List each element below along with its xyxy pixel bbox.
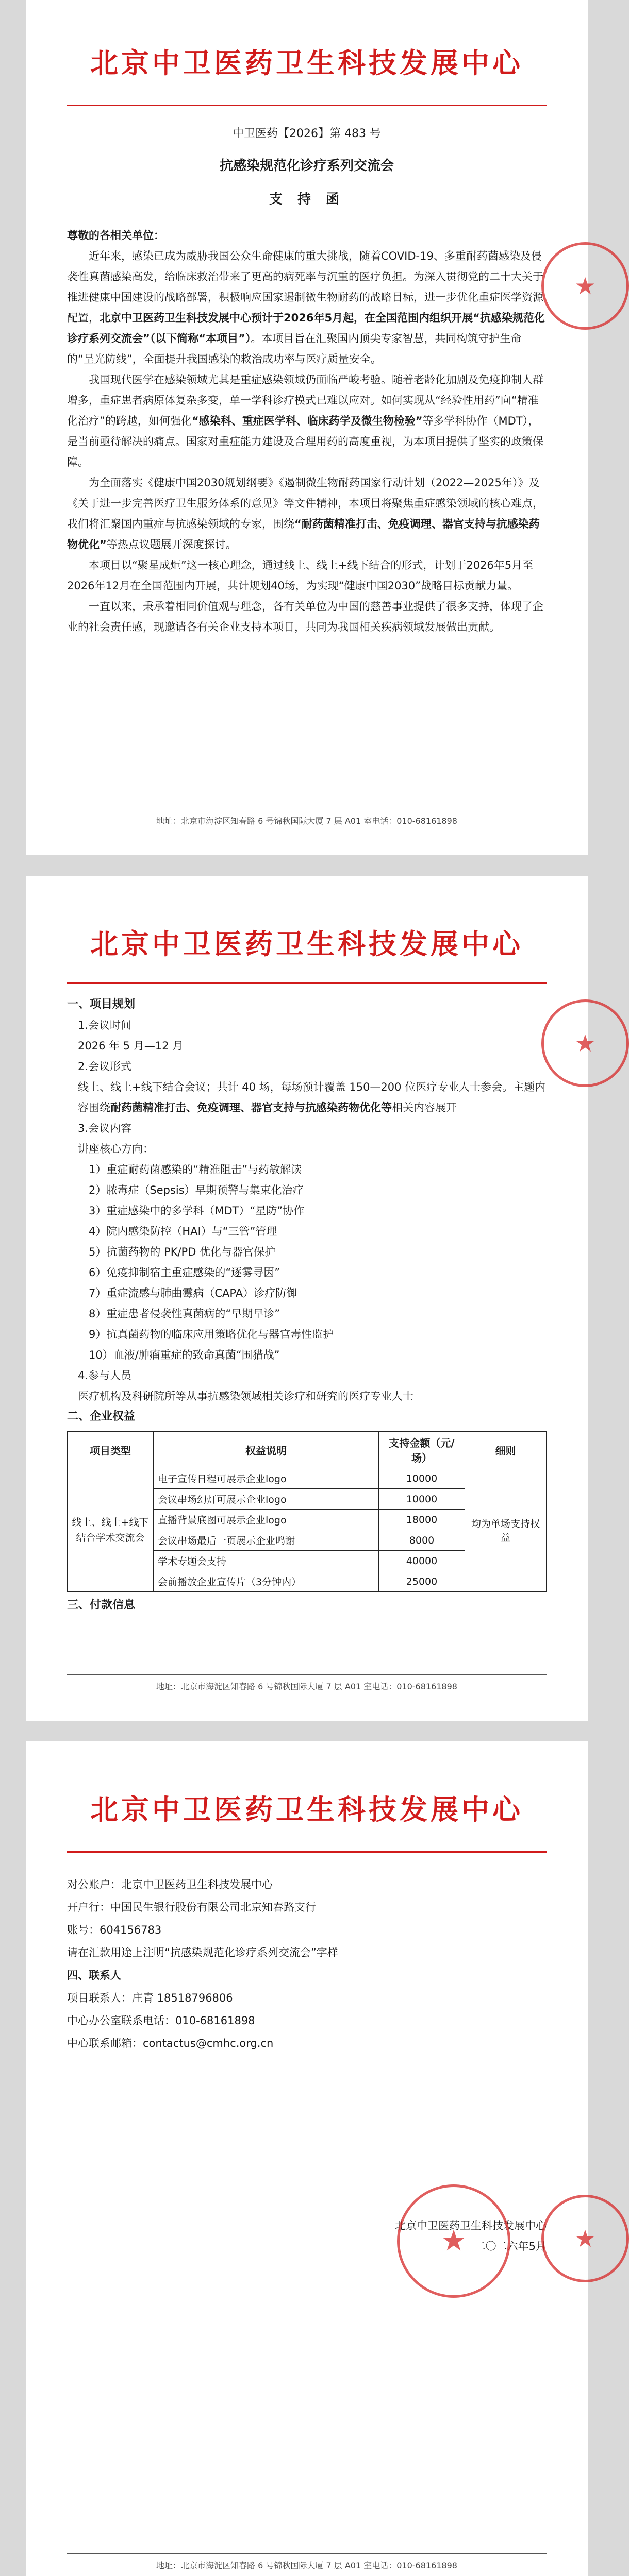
signature-date: 二〇二六年5月 — [474, 2240, 547, 2252]
content-intro: 讲座核心方向： — [78, 1143, 154, 1155]
contact-person: 项目联系人：庄青 18518796806 — [67, 1992, 233, 2004]
official-seal-edge — [541, 242, 629, 330]
rights-desc-cell: 会前播放企业宣传片（3分钟内） — [154, 1571, 379, 1592]
paragraph-4: 本项目以“聚星成炬”这一核心理念，通过线上、线上+线下结合的形式，计划于2026年5月至2026年12月在全国范围内开展，共计规划40场，为实现“健康中国2030”战略目标贡献力量。 — [67, 559, 534, 592]
table-header-cell: 支持金额（元/场） — [379, 1432, 465, 1468]
topic-item: 4）院内感染防控（HAI）与“三管”管理 — [89, 1225, 277, 1238]
amount-cell: 10000 — [379, 1489, 465, 1510]
plan-item: 4.参与人员 — [78, 1369, 132, 1382]
amount-cell: 10000 — [379, 1468, 465, 1489]
document-title: 抗感染规范化诊疗系列交流会 — [219, 158, 394, 174]
account-name: 对公账户：北京中卫医药卫生科技发展中心 — [67, 1878, 273, 1891]
paragraph-2: 我国现代医学在感染领域尤其是重症感染领域仍面临严峻考验。随着老龄化加剧及免疫抑制人群增多，重症患者病原体复杂多变，单一学科诊疗模式已难以应对。如何实现从“经验性用药”向“精准化治疗”的跨越，如何强化“感染科、重症医学科、临床药学及微生物检验”等多学科协作（MDT），是当前亟待解决的痛点。国家对重症能力建设及合理用药的高度重视，为本项目提供了坚实的政策保障。 — [67, 374, 543, 468]
letterhead-title: 北京中卫医药卫生科技发展中心 — [90, 927, 523, 960]
topic-item: 6）免疫抑制宿主重症感染的“逐雾寻因” — [89, 1266, 280, 1279]
table-header-row — [68, 1432, 547, 1468]
project-plan — [67, 994, 547, 1427]
topic-item: 8）重症患者侵袭性真菌病的“早期早诊” — [89, 1308, 280, 1320]
table-header-cell: 权益说明 — [154, 1432, 379, 1468]
section-heading: 一、项目规划 — [67, 998, 136, 1011]
rights-table — [67, 1431, 547, 1592]
letterhead-divider — [67, 1851, 547, 1853]
section-heading: 四、联系人 — [67, 1969, 121, 1981]
office-phone: 中心办公室联系电话：010-68161898 — [67, 2014, 255, 2027]
official-seal-edge — [541, 2195, 629, 2282]
topic-item: 3）重症感染中的多学科（MDT）“星防”协作 — [89, 1205, 305, 1217]
topic-item: 1）重症耐药菌感染的“精准阻击”与药敏解读 — [89, 1163, 302, 1176]
letter-page-3 — [26, 1741, 596, 2576]
rights-desc-cell: 直播背景底图可展示企业logo — [154, 1510, 379, 1530]
payment-section — [67, 1595, 547, 1616]
page-footer: 地址：北京市海淀区知春路 6 号锦秋国际大厦 7 层 A01 室电话：010-68161898 — [67, 809, 547, 826]
page-footer: 地址：北京市海淀区知春路 6 号锦秋国际大厦 7 层 A01 室电话：010-68161898 — [67, 1674, 547, 1692]
rights-desc-cell: 学术专题会支持 — [154, 1551, 379, 1571]
letterhead-title: 北京中卫医药卫生科技发展中心 — [90, 1793, 523, 1826]
seal-star-icon: ★ — [574, 272, 596, 300]
amount-cell: 8000 — [379, 1530, 465, 1551]
rights-desc-cell: 会议串场幻灯可展示企业logo — [154, 1489, 379, 1510]
table-header-cell: 项目类型 — [68, 1432, 154, 1468]
seal-star-icon: ★ — [440, 2224, 467, 2258]
rights-desc-cell: 电子宣传日程可展示企业logo — [154, 1468, 379, 1489]
topic-item: 10）血液/肿瘤重症的致命真菌“围猎战” — [89, 1349, 280, 1361]
amount-cell: 25000 — [379, 1571, 465, 1592]
topic-item: 2）脓毒症（Sepsis）早期预警与集束化治疗 — [89, 1184, 304, 1196]
topic-item: 5）抗菌药物的 PK/PD 优化与器官保护 — [89, 1246, 276, 1258]
account-number: 账号：604156783 — [67, 1924, 162, 1936]
table-header-cell: 细则 — [465, 1432, 547, 1468]
seal-star-icon: ★ — [574, 1029, 596, 1057]
amount-cell: 40000 — [379, 1551, 465, 1571]
topic-item: 9）抗真菌药物的临床应用策略优化与器官毒性监护 — [89, 1328, 334, 1341]
salutation: 尊敬的各相关单位： — [67, 229, 164, 242]
bank-name: 开户行：中国民生银行股份有限公司北京知春路支行 — [67, 1901, 316, 1913]
remittance-note: 请在汇款用途上注明“抗感染规范化诊疗系列交流会”字样 — [67, 1946, 338, 1959]
official-seal — [397, 2184, 510, 2298]
detail-cell: 均为单场支持权益 — [465, 1468, 547, 1592]
format-description: 线上、线上+线下结合会议；共计 40 场，每场预计覆盖 150—200 位医疗专业人士参会。主题内容围绕耐药菌精准打击、免疫调理、器官支持与抗感染药物优化等相关内容展开 — [78, 1081, 546, 1114]
document-number: 中卫医药【2026】第 483 号 — [233, 127, 381, 140]
paragraph-5: 一直以来，秉承着相同价值观与理念，各有关单位为中国的慈善事业提供了很多支持，体现了企业的社会责任感，现邀请各有关企业支持本项目，共同为我国相关疾病领域发展做出贡献。 — [67, 600, 543, 633]
signature-org: 北京中卫医药卫生科技发展中心 — [395, 2219, 547, 2232]
letter-page-1 — [26, 0, 596, 855]
paragraph-3: 为全面落实《健康中国2030规划纲要》《遏制微生物耐药国家行动计划（2022—2025年）》及《关于进一步完善医疗卫生服务体系的意见》等文件精神，本项目将聚焦重症感染领域的核心难点，我们将汇聚国内重症与抗感染领域的专家，围绕“耐药菌精准打击、免疫调理、器官支持与抗感染药物优化”等热点议题展开深度探讨。 — [67, 477, 543, 551]
participants-text: 医疗机构及科研院所等从事抗感染领域相关诊疗和研究的医疗专业人士 — [78, 1390, 413, 1402]
plan-item: 3.会议内容 — [78, 1122, 132, 1134]
letterhead-divider — [67, 982, 547, 984]
letter-page-2 — [26, 876, 596, 1721]
project-type-cell: 线上、线上+线下结合学术交流会 — [68, 1468, 154, 1592]
letterhead-title: 北京中卫医药卫生科技发展中心 — [90, 46, 523, 79]
table-row — [68, 1468, 547, 1489]
seal-star-icon: ★ — [574, 2225, 596, 2252]
topic-item: 7）重症流感与肺曲霉病（CAPA）诊疗防御 — [89, 1287, 297, 1299]
plan-item: 2026 年 5 月—12 月 — [78, 1040, 184, 1052]
section-heading: 二、企业权益 — [67, 1410, 136, 1423]
plan-item: 2.会议形式 — [78, 1060, 132, 1073]
payment-info — [67, 1873, 547, 2055]
official-seal-edge — [541, 999, 629, 1087]
page-footer: 地址：北京市海淀区知春路 6 号锦秋国际大厦 7 层 A01 室电话：010-68161898 — [67, 2553, 547, 2571]
letter-body — [67, 225, 547, 637]
paragraph-1: 近年来，感染已成为威胁我国公众生命健康的重大挑战，随着COVID-19、多重耐药菌感染及侵袭性真菌感染高发，给临床救治带来了更高的病死率与沉重的医疗负担。为深入贯彻党的二十大关于推进健康中国建设的战略部署，积极响应国家遏制微生物耐药的战略目标，进一步优化重症医学资源配置，北京中卫医药卫生科技发展中心预计于2026年5月起，在全国范围内组织开展“抗感染规范化诊疗系列交流会”（以下简称“本项目”）。本项目旨在汇聚国内顶尖专家智慧，共同构筑守护生命的“呈光防线”，全面提升我国感染的救治成功率与医疗质量安全。 — [67, 250, 545, 365]
letterhead-divider — [67, 105, 547, 106]
section-heading: 三、付款信息 — [67, 1599, 136, 1612]
amount-cell: 18000 — [379, 1510, 465, 1530]
rights-desc-cell: 会议串场最后一页展示企业鸣谢 — [154, 1530, 379, 1551]
document-subtitle: 支 持 函 — [269, 192, 345, 207]
plan-item: 1.会议时间 — [78, 1019, 132, 1031]
contact-email: 中心联系邮箱：contactus@cmhc.org.cn — [67, 2037, 274, 2049]
